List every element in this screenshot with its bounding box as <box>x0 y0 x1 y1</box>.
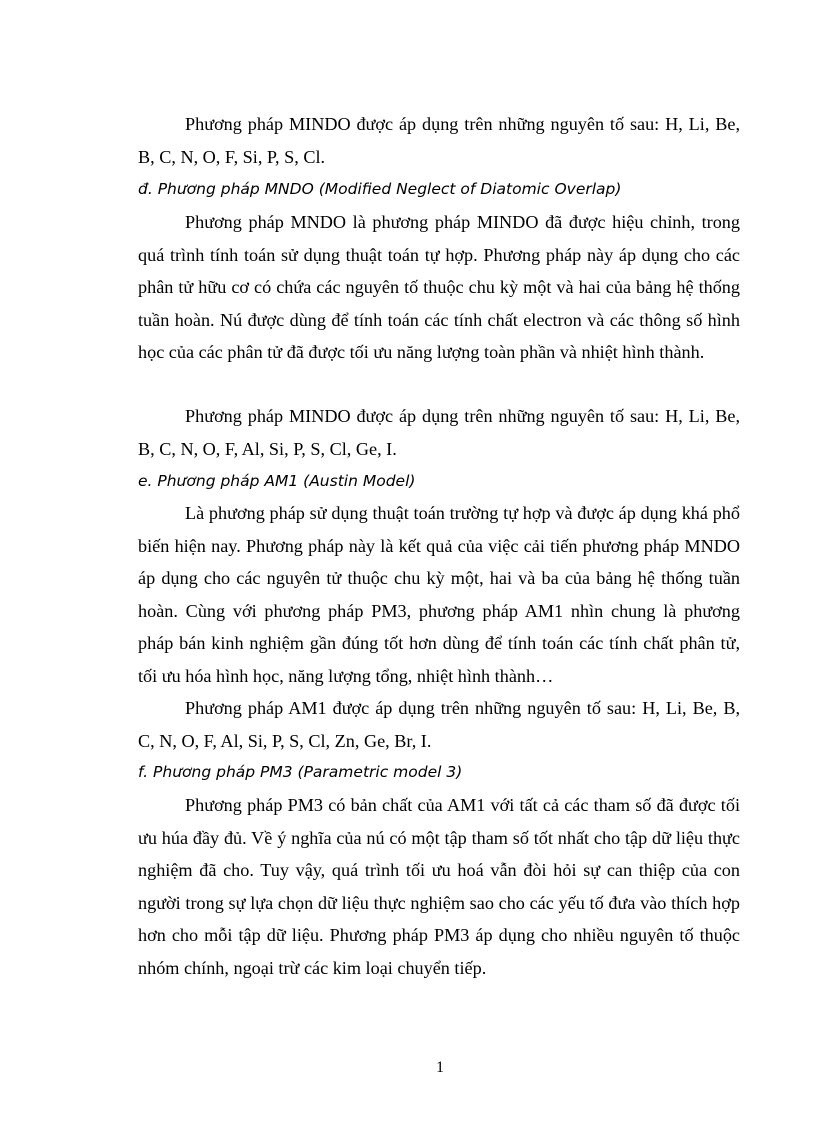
heading-mndo: đ. Phương pháp MNDO (Modified Neglect of Diatomic Overlap) <box>138 180 622 198</box>
page-number: 1 <box>436 1059 444 1076</box>
paragraph-am1-description: Là phương pháp sử dụng thuật toán trường tự hợp và được áp dụng khá phổ biến hiện nay. Phương pháp này là kết quả của việc cải tiến phương pháp MNDO áp dụng cho các nguyên tử thuộc chu kỳ một, hai và ba của bảng hệ thống tuần hoàn. Cùng với phương pháp PM3, phương pháp AM1 nhìn chung là phương pháp bán kinh nghiệm gần đúng tốt hơn dùng để tính toán các tính chất phân tử, tối ưu hóa hình học, năng lượng tổng, nhiệt hình thành… <box>138 503 740 686</box>
paragraph-mndo-elements: Phương pháp MINDO được áp dụng trên những nguyên tố sau: H, Li, Be, B, C, N, O, F, Al, Si, P, S, Cl, Ge, I. <box>138 406 740 459</box>
heading-am1: e. Phương pháp AM1 (Austin Model) <box>138 472 416 490</box>
heading-pm3: f. Phương pháp PM3 (Parametric model 3) <box>138 763 463 781</box>
paragraph-am1-elements: Phương pháp AM1 được áp dụng trên những nguyên tố sau: H, Li, Be, B, C, N, O, F, Al, Si, P, S, Cl, Zn, Ge, Br, I. <box>138 698 740 751</box>
paragraph-mindo-elements: Phương pháp MINDO được áp dụng trên những nguyên tố sau: H, Li, Be, B, C, N, O, F, Si, P, S, Cl. <box>138 114 740 167</box>
paragraph-mndo-description: Phương pháp MNDO là phương pháp MINDO đã được hiệu chỉnh, trong quá trình tính toán sử dụng thuật toán tự hợp. Phương pháp này áp dụng cho các phân tử hữu cơ có chứa các nguyên tố thuộc chu kỳ một và hai của bảng hệ thống tuần hoàn. Nú được dùng để tính toán các tính chất electron và các thông số hình học của các phân tử đã được tối ưu năng lượng toàn phần và nhiệt hình thành. <box>138 212 740 362</box>
paragraph-pm3-description: Phương pháp PM3 có bản chất của AM1 với tất cả các tham số đã được tối ưu húa đầy đủ. Về ý nghĩa của nú có một tập tham số tốt nhất cho tập dữ liệu thực nghiệm đã cho. Tuy vậy, quá trình tối ưu hoá vẫn đòi hỏi sự can thiệp của con người trong sự lựa chọn dữ liệu thực nghiệm sao cho các yếu tố đưa vào thích hợp hơn cho mỗi tập dữ liệu. Phương pháp PM3 áp dụng cho nhiều nguyên tố thuộc nhóm chính, ngoại trừ các kim loại chuyển tiếp. <box>138 795 740 978</box>
